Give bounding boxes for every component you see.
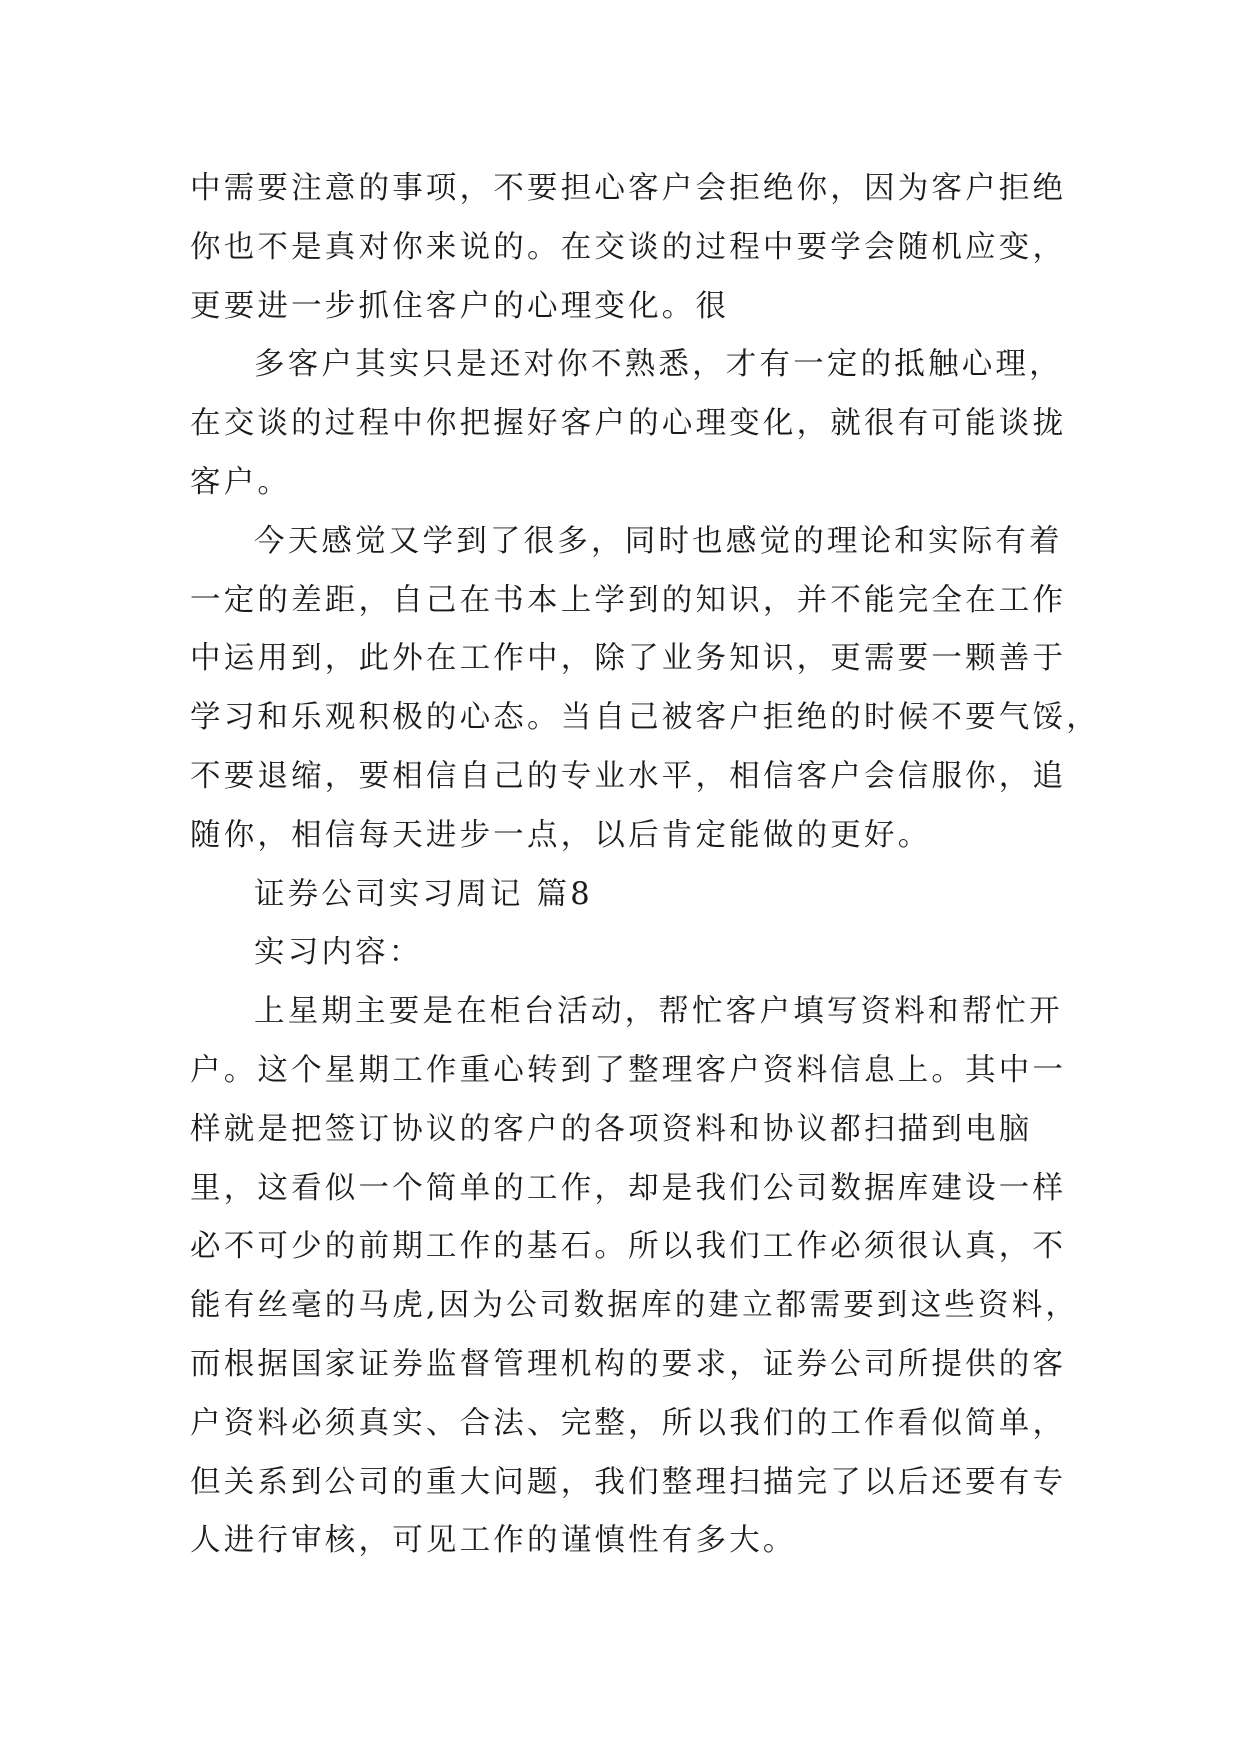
text-line: 户。这个星期工作重心转到了整理客户资料信息上。其中一 — [190, 1052, 1067, 1088]
text-line: 能有丝毫的马虎,因为公司数据库的建立都需要到这些资料， — [190, 1288, 1080, 1324]
text-line: 一定的差距，自己在书本上学到的知识，并不能完全在工作 — [190, 582, 1067, 618]
text-line: 样就是把签订协议的客户的各项资料和协议都扫描到电脑 — [190, 1111, 1033, 1147]
text-line: 必不可少的前期工作的基石。所以我们工作必须很认真，不 — [190, 1229, 1067, 1265]
text-line: 上星期主要是在柜台活动，帮忙客户填写资料和帮忙开 — [254, 994, 1063, 1030]
text-line: 里，这看似一个简单的工作，却是我们公司数据库建设一样 — [190, 1170, 1067, 1206]
text-line: 学习和乐观积极的心态。当自己被客户拒绝的时候不要气馁， — [190, 700, 1100, 736]
text-line: 随你，相信每天进步一点，以后肯定能做的更好。 — [190, 817, 932, 853]
text-line: 而根据国家证券监督管理机构的要求，证券公司所提供的客 — [190, 1346, 1067, 1382]
document-body — [190, 160, 1100, 1571]
text-line: 你也不是真对你来说的。在交谈的过程中要学会随机应变， — [190, 229, 1067, 265]
text-line: 实习内容： — [254, 935, 423, 971]
text-line: 中需要注意的事项，不要担心客户会拒绝你，因为客户拒绝 — [190, 171, 1067, 206]
text-line: 人进行审核，可见工作的谨慎性有多大。 — [190, 1523, 797, 1559]
text-line: 今天感觉又学到了很多，同时也感觉的理论和实际有着 — [254, 523, 1063, 559]
text-line: 客户。 — [190, 464, 292, 500]
text-line: 但关系到公司的重大问题，我们整理扫描完了以后还要有专 — [190, 1464, 1067, 1500]
text-line: 更要进一步抓住客户的心理变化。很 — [190, 288, 730, 324]
text-line: 户资料必须真实、合法、完整，所以我们的工作看似简单， — [190, 1405, 1067, 1441]
text-line: 中运用到，此外在工作中，除了业务知识，更需要一颗善于 — [190, 641, 1067, 677]
text-line: 多客户其实只是还对你不熟悉，才有一定的抵触心理， — [254, 347, 1063, 383]
text-line: 在交谈的过程中你把握好客户的心理变化，就很有可能谈拢 — [190, 406, 1067, 442]
text-line: 证券公司实习周记 篇8 — [254, 876, 593, 912]
text-line: 不要退缩，要相信自己的专业水平，相信客户会信服你，追 — [190, 758, 1067, 794]
